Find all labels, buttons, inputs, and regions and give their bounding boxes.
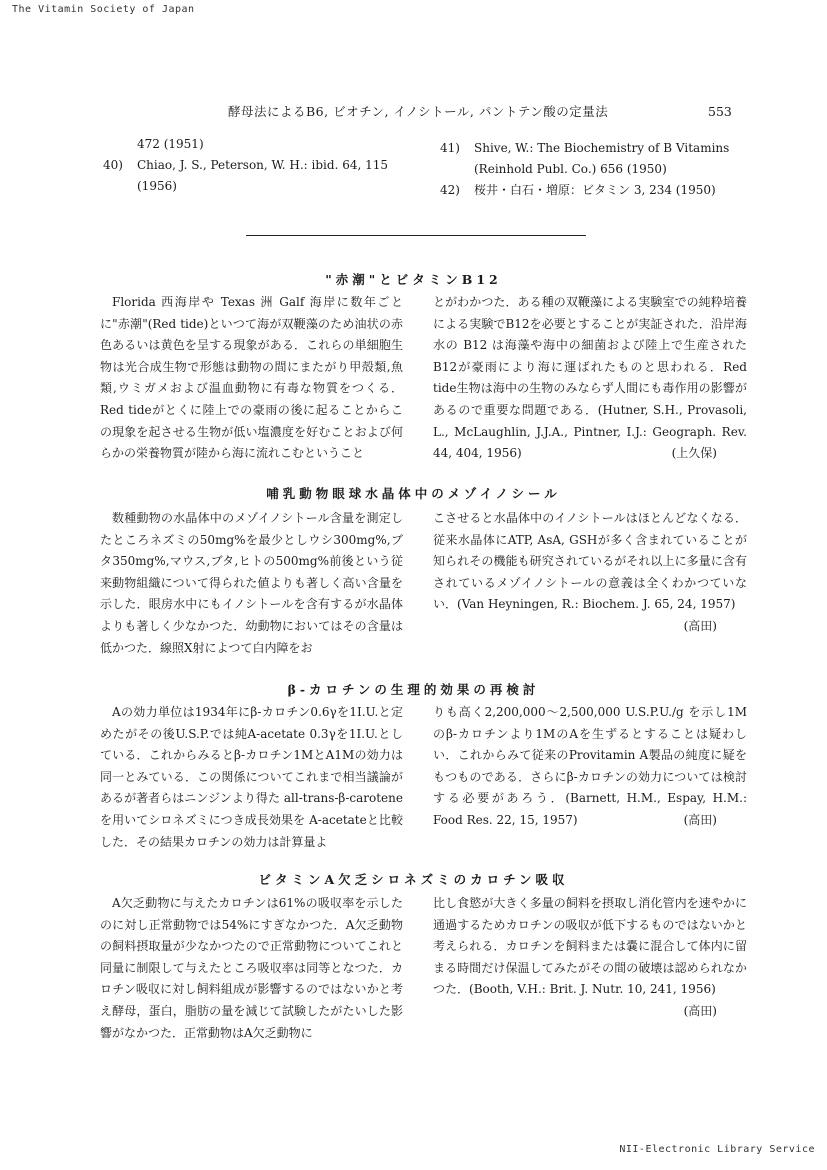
reference-number: 42) [440, 183, 460, 197]
reference-text: 桜井・白石・増原：ビタミン 3, 234 (1950) [474, 183, 716, 197]
reference-item [440, 180, 760, 201]
author-initials: (高田) [683, 618, 717, 633]
reference-item [103, 134, 403, 155]
references-left [103, 134, 403, 197]
body-text: りも高く2,200,000～2,500,000 U.S.P.U./g を示し1Mのβ-カロチンより1MのAを生ずるとすることは疑わしい．これからみて従来のProvitamin A製品の純度に疑をもつものである．さらにβ-カロチンの効力については検討する必要があろう． [433, 705, 747, 806]
citation: (Van Heyningen, R.: Biochem. J. 65, 24, 1957) [457, 597, 736, 612]
reference-number: 41) [440, 141, 460, 155]
section-title-red-tide: "赤潮"とビタミンB12 [325, 272, 502, 287]
references-right [440, 138, 760, 201]
section-red-tide-right-column [433, 292, 747, 482]
reference-text: Chiao, J. S., Peterson, W. H.: ibid. 64, 115 (1956) [137, 158, 389, 193]
page-number: 553 [708, 104, 732, 119]
reference-text: 472 (1951) [137, 137, 204, 151]
society-watermark: The Vitamin Society of Japan [12, 4, 195, 15]
section-title-carotene-absorption: ビタミンA欠乏シロネズミのカロチン吸収 [258, 872, 569, 887]
section-carotene-absorption-left-column: A欠乏動物に与えたカロチンは61%の吸収率を示したのに対し正常動物では54%にすぎなかつた．A欠乏動物の飼料摂取量が少なかつたので正常動物についてこれと同量に制限して与えたところ吸収率は同等となつた．カロチン吸収に対し飼料組成が影響するのではないかと考え酵母，蛋白，脂肪の量を減じて試験したがたいした影響がなかつた．正常動物はA欠乏動物に [100, 896, 403, 1040]
section-divider [246, 235, 586, 236]
section-carotene-absorption-right-column [433, 893, 747, 1045]
reference-number: 40) [103, 158, 123, 172]
reference-item [103, 155, 403, 197]
citation: (Hutner, S.H., Provasoli, L., McLaughlin, J.J.A., Pintner, I.J.: Geograph. Rev. 44, 404, 1956) [433, 402, 747, 461]
section-lens-inositol-right-column [433, 508, 747, 658]
body-text: 比し食慾が大きく多量の飼料を摂取し消化管内を速やかに通過するためカロチンの吸収が低下するものではないかと考えられる．カロチンを飼料または嚢に混合して体内に留まる時間だけ保温してみたがその間の破壊は認められなかつた． [433, 896, 747, 997]
author-initials: (高田) [683, 812, 717, 827]
author-initials: (上久保) [671, 446, 717, 461]
section-lens-inositol-left-column: 数種動物の水晶体中のメゾイノシトール含量を測定したところネズミの50mg%を最少としウシ300mg%,ブタ350mg%,マウス,ブタ,ヒトの500mg%前後という従来動物組織について得られた値よりも著しく高い含量を示した．眼房水中にもイノシトールを含有するが水晶体よりも著しく少なかつた．幼動物においてはその含量は低かつた．線照X射によつて白内障をお [100, 511, 403, 655]
running-title: 酵母法によるB6, ビオチン, イノシトール, パントテン酸の定量法 [228, 104, 609, 119]
section-beta-carotene-right-column [433, 702, 747, 852]
reference-text: Shive, W.: The Biochemistry of B Vitamins (Reinhold Publ. Co.) 656 (1950) [474, 141, 730, 176]
section-beta-carotene-left-column: Aの効力単位は1934年にβ-カロチン0.6γを1I.U.と定めたがその後U.S.P.では純A-acetate 0.3γを1I.U.としている．これからみるとβ-カロチン1MとA1Mの効力は同一とみている．この関係についてこれまで相当議論があるが著者らはニンジンより得た all-trans-β-carotene を用いてシロネズミにつき成長効果を A-acetateと比較した．その結果カロチンの効力は計算量よ [100, 705, 403, 849]
section-title-beta-carotene: β-カロチンの生理的効果の再検討 [287, 682, 540, 697]
citation: (Booth, V.H.: Brit. J. Nutr. 10, 241, 1956) [469, 982, 716, 997]
citation: (Barnett, H.M., Espay, H.M.: Food Res. 22, 15, 1957) [433, 791, 747, 827]
section-red-tide-left-column: Florida 西海岸や Texas 洲 Galf 海岸に数年ごとに"赤潮"(Red tide)といつて海が双鞭藻のため油状の赤色あるいは黄色を呈する現象がある．これらの単細胞生物は光合成生物で形態は動物の間にまたがり甲殻類,魚類,ウミガメおよび温血動物に有毒な物質をつくる．Red tideがとくに陸上での豪雨の後に起ることからこの現象を起させる生物が低い塩濃度を好むことおよび何らかの栄養物質が陸から海に流れこむということ [100, 295, 403, 461]
reference-item [440, 138, 760, 180]
body-text: とがわかつた．ある種の双鞭藻による実験室での純粋培養による実験でB12を必要とすることが実証された．沿岸海水の B12 は海藻や海中の細菌および陸上で生産されたB12が豪雨により海に運ばれたものと思われる．Red tide生物は海中の生物のみならず人間にも毒作用の影響があるので重要な問題である． [433, 295, 747, 417]
body-text: こさせると水晶体中のイノシトールはほとんどなくなる．従来水晶体にATP, AsA, GSHが多く含まれていることが知られその機能も研究されているがそれ以上に多量に含有されているメゾイノシトールの意義は全くわかつていない． [433, 511, 747, 612]
author-initials: (高田) [683, 1003, 717, 1018]
library-watermark: NII-Electronic Library Service [619, 1144, 815, 1155]
section-title-lens-inositol: 哺乳動物眼球水晶体中のメゾイノシール [266, 486, 561, 501]
